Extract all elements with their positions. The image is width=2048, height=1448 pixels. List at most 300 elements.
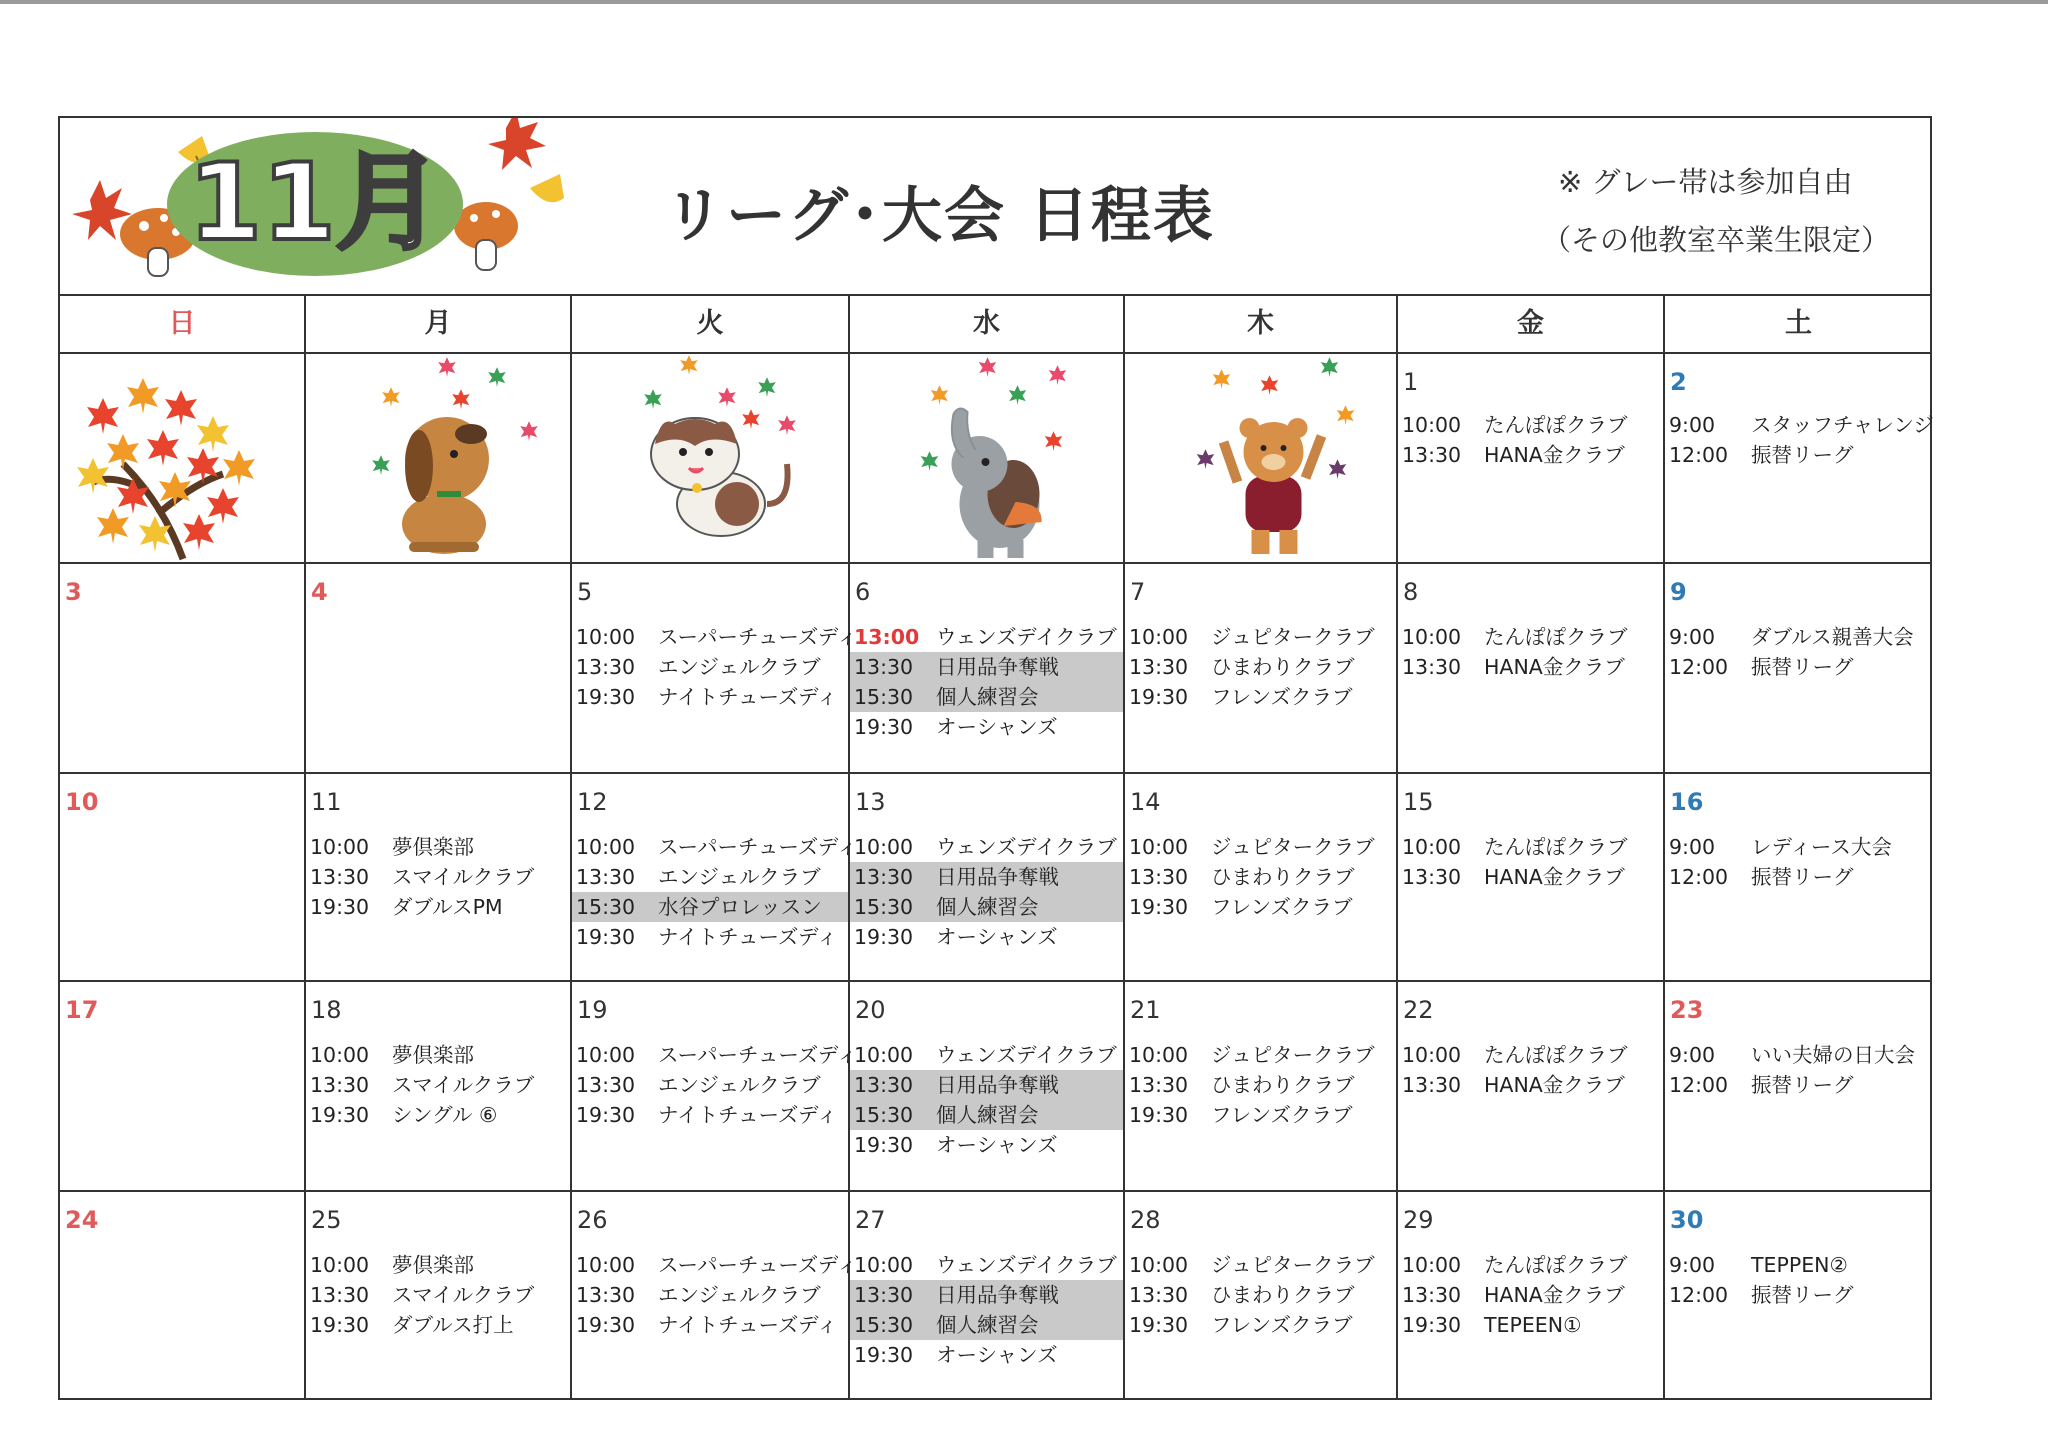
event-list [850, 1040, 1123, 1160]
event-name: ジュピタークラブ [1211, 625, 1375, 649]
day-cell-22 [1398, 982, 1665, 1192]
event-row [572, 1250, 858, 1280]
event-time: 10:00 [310, 1043, 370, 1067]
day-number: 27 [855, 1206, 886, 1234]
event-name: エンジェルクラブ [658, 865, 821, 889]
maple-branch-icon [60, 354, 306, 562]
event-row [1398, 1280, 1663, 1310]
day-cell-25 [306, 1192, 572, 1400]
event-row [1665, 622, 1932, 652]
event-name: ジュピタークラブ [1211, 1043, 1375, 1067]
event-row [1125, 862, 1396, 892]
day-number: 26 [577, 1206, 608, 1234]
event-row-open [850, 652, 1123, 682]
event-name: TEPPEN② [1751, 1253, 1848, 1277]
event-name: HANA金クラブ [1484, 1283, 1625, 1307]
event-time: 10:00 [576, 625, 636, 649]
day-number: 22 [1403, 996, 1434, 1024]
day-number: 11 [311, 788, 342, 816]
day-number: 30 [1670, 1206, 1704, 1234]
event-row [572, 1280, 848, 1310]
weekday-header-row [60, 296, 1930, 354]
event-time: 15:30 [854, 1313, 914, 1337]
event-list [1398, 832, 1663, 892]
event-time: 13:30 [1129, 865, 1189, 889]
month-badge [164, 130, 466, 278]
weekday-wed: 水 [850, 296, 1125, 352]
event-row [572, 1070, 848, 1100]
event-name: たんぽぽクラブ [1484, 625, 1628, 649]
illustration-cell-wed [850, 354, 1125, 564]
day-number: 16 [1670, 788, 1704, 816]
event-list [572, 1250, 858, 1340]
event-time: 13:30 [1129, 1073, 1189, 1097]
event-name: ダブルスPM [392, 895, 503, 919]
event-name: シングル ⑥ [392, 1103, 498, 1127]
event-name: 個人練習会 [936, 685, 1039, 709]
event-list [850, 622, 1123, 742]
day-number: 24 [65, 1206, 99, 1234]
event-name: オーシャンズ [936, 715, 1058, 739]
day-number: 17 [65, 996, 99, 1024]
event-name: ひまわりクラブ [1211, 1073, 1355, 1097]
day-cell-11 [306, 774, 572, 982]
day-number: 13 [855, 788, 886, 816]
event-row [1125, 652, 1396, 682]
event-time: 10:00 [854, 835, 914, 859]
event-row [1665, 832, 1932, 862]
day-number: 18 [311, 996, 342, 1024]
event-name: ウェンズデイクラブ [936, 1253, 1117, 1277]
day-number: 5 [577, 578, 593, 606]
event-row [1125, 1310, 1396, 1340]
event-row [1398, 410, 1663, 440]
event-row [1398, 440, 1663, 470]
event-time: 19:30 [1129, 685, 1189, 709]
event-row-open [850, 1280, 1123, 1310]
event-row [572, 862, 848, 892]
event-time: 9:00 [1669, 625, 1716, 649]
day-cell-29 [1398, 1192, 1665, 1400]
event-time: 10:00 [1402, 1253, 1462, 1277]
event-time: 10:00 [854, 1253, 914, 1277]
event-row [850, 712, 1123, 742]
event-time: 13:30 [1402, 1283, 1462, 1307]
event-name: スーパーチューズディ [658, 1253, 858, 1277]
event-time: 10:00 [576, 1043, 636, 1067]
day-cell-4 [306, 564, 572, 774]
event-list [572, 622, 858, 712]
event-name: フレンズクラブ [1211, 1103, 1353, 1127]
event-row [306, 1100, 570, 1130]
event-time: 10:00 [1129, 1043, 1189, 1067]
event-name: エンジェルクラブ [658, 1283, 821, 1307]
event-time: 13:30 [1402, 443, 1462, 467]
event-row [572, 622, 858, 652]
event-time: 13:30 [1129, 1283, 1189, 1307]
event-row [1125, 622, 1396, 652]
event-name: ナイトチューズディ [658, 1103, 838, 1127]
event-row [1125, 892, 1396, 922]
event-time: 19:30 [576, 1103, 636, 1127]
event-list [1398, 1250, 1663, 1340]
event-row [1125, 1070, 1396, 1100]
event-row [1398, 652, 1663, 682]
event-time: 19:30 [310, 1103, 370, 1127]
day-cell-14 [1125, 774, 1398, 982]
event-row [1125, 682, 1396, 712]
event-name: いい夫婦の日大会 [1751, 1043, 1915, 1067]
event-row [850, 922, 1123, 952]
event-time: 19:30 [1129, 895, 1189, 919]
note-line-1: ※ グレー帯は参加自由 [1558, 165, 1853, 199]
event-row [850, 1340, 1123, 1370]
event-list [1398, 410, 1663, 470]
event-name: ウェンズデイクラブ [936, 625, 1117, 649]
day-number: 4 [311, 578, 328, 606]
event-name: ナイトチューズディ [658, 925, 838, 949]
event-row [1125, 1040, 1396, 1070]
day-number: 20 [855, 996, 886, 1024]
event-list [1665, 1250, 1932, 1310]
event-list [850, 1250, 1123, 1370]
event-row [850, 832, 1123, 862]
day-number: 6 [855, 578, 871, 606]
event-row [1665, 862, 1932, 892]
event-row [1665, 410, 1932, 440]
event-list [1665, 410, 1932, 470]
event-list [572, 832, 858, 952]
event-row-open [572, 892, 848, 922]
event-time: 19:30 [1402, 1313, 1462, 1337]
day-cell-17 [60, 982, 306, 1192]
event-row [1665, 652, 1932, 682]
event-name: 日用品争奪戦 [936, 1073, 1059, 1097]
event-time: 13:30 [854, 1283, 914, 1307]
event-name: スーパーチューズディ [658, 625, 858, 649]
day-number: 7 [1130, 578, 1146, 606]
illustration-cell-thu [1125, 354, 1398, 564]
note-line-2: （その他教室卒業生限定） [1542, 223, 1891, 257]
day-number: 1 [1403, 368, 1419, 396]
day-cell-8 [1398, 564, 1665, 774]
event-row [1398, 862, 1663, 892]
event-time: 15:30 [854, 685, 914, 709]
event-row [572, 652, 848, 682]
event-time: 15:30 [576, 895, 636, 919]
event-name: 夢倶楽部 [392, 1253, 474, 1277]
event-row [1125, 832, 1396, 862]
day-number: 15 [1403, 788, 1434, 816]
event-time: 13:30 [576, 655, 636, 679]
page-title: リーグ･大会 日程表 [664, 181, 1215, 251]
event-row [306, 1310, 570, 1340]
header [60, 118, 1930, 296]
event-list [1125, 1040, 1396, 1130]
event-time: 10:00 [1129, 1253, 1189, 1277]
weekday-tue: 火 [572, 296, 850, 352]
day-number: 10 [65, 788, 99, 816]
event-list [306, 832, 570, 922]
day-number: 3 [65, 578, 82, 606]
event-row [850, 1130, 1123, 1160]
event-row [1665, 1070, 1932, 1100]
event-time: 10:00 [1129, 625, 1189, 649]
day-cell-2 [1665, 354, 1932, 564]
event-name: スマイルクラブ [392, 1073, 535, 1097]
event-name: 個人練習会 [936, 895, 1039, 919]
event-list [306, 1250, 570, 1340]
event-time: 19:30 [854, 1343, 914, 1367]
schedule-sheet [58, 116, 1932, 1400]
event-time: 19:30 [854, 925, 914, 949]
event-row [850, 1250, 1123, 1280]
event-name: ダブルス親善大会 [1751, 625, 1914, 649]
event-list [850, 832, 1123, 952]
event-row [1398, 622, 1663, 652]
event-time: 13:30 [854, 865, 914, 889]
day-number: 28 [1130, 1206, 1161, 1234]
event-time: 13:30 [854, 655, 914, 679]
event-name: 夢倶楽部 [392, 1043, 474, 1067]
event-name: 振替リーグ [1751, 655, 1854, 679]
event-time: 10:00 [1129, 835, 1189, 859]
event-row [1398, 832, 1663, 862]
event-row-open [850, 1310, 1123, 1340]
event-name: TEPEEN① [1484, 1313, 1582, 1337]
event-time: 12:00 [1669, 655, 1729, 679]
event-time: 15:30 [854, 1103, 914, 1127]
event-row [1665, 440, 1932, 470]
event-time: 19:30 [1129, 1313, 1189, 1337]
event-time: 19:30 [576, 685, 636, 709]
day-cell-21 [1125, 982, 1398, 1192]
event-time: 10:00 [310, 1253, 370, 1277]
day-number: 12 [577, 788, 608, 816]
event-time: 13:00 [854, 625, 920, 649]
event-time: 19:30 [854, 715, 914, 739]
weekday-fri: 金 [1398, 296, 1665, 352]
event-name: エンジェルクラブ [658, 1073, 821, 1097]
event-row [850, 622, 1123, 652]
event-time: 19:30 [576, 925, 636, 949]
event-time: 10:00 [310, 835, 370, 859]
day-cell-10 [60, 774, 306, 982]
event-name: HANA金クラブ [1484, 1073, 1625, 1097]
event-name: 日用品争奪戦 [936, 1283, 1059, 1307]
event-row [1665, 1250, 1932, 1280]
event-time: 13:30 [576, 1073, 636, 1097]
event-list [1665, 1040, 1932, 1100]
event-name: たんぽぽクラブ [1484, 1253, 1628, 1277]
weekday-thu: 木 [1125, 296, 1398, 352]
event-row [1665, 1040, 1932, 1070]
event-name: 振替リーグ [1751, 865, 1854, 889]
day-cell-16 [1665, 774, 1932, 982]
event-time: 19:30 [310, 895, 370, 919]
event-time: 10:00 [854, 1043, 914, 1067]
event-time: 10:00 [1402, 625, 1462, 649]
event-time: 13:30 [1129, 655, 1189, 679]
event-row [306, 1040, 570, 1070]
day-cell-1 [1398, 354, 1665, 564]
event-row [572, 832, 858, 862]
event-name: スマイルクラブ [392, 865, 535, 889]
day-cell-15 [1398, 774, 1665, 982]
event-row [572, 1100, 848, 1130]
illustration-cell-mon [306, 354, 572, 564]
event-name: オーシャンズ [936, 1133, 1058, 1157]
event-time: 13:30 [576, 1283, 636, 1307]
event-row [572, 682, 848, 712]
event-row [850, 1040, 1123, 1070]
event-list [306, 1040, 570, 1130]
event-time: 9:00 [1669, 1253, 1716, 1277]
event-row [306, 1070, 570, 1100]
event-time: 10:00 [576, 835, 636, 859]
event-name: フレンズクラブ [1211, 685, 1353, 709]
event-time: 10:00 [576, 1253, 636, 1277]
event-time: 13:30 [310, 1073, 370, 1097]
day-cell-3 [60, 564, 306, 774]
event-row [572, 922, 848, 952]
event-time: 15:30 [854, 895, 914, 919]
event-row-open [850, 862, 1123, 892]
event-name: ひまわりクラブ [1211, 865, 1355, 889]
event-list [1125, 1250, 1396, 1340]
event-name: スーパーチューズディ [658, 835, 858, 859]
event-list [1665, 832, 1932, 892]
event-name: スマイルクラブ [392, 1283, 535, 1307]
event-row [306, 1280, 570, 1310]
day-number: 2 [1670, 368, 1687, 396]
event-row-open [850, 892, 1123, 922]
day-number: 21 [1130, 996, 1161, 1024]
elephant-with-leaves-icon [850, 354, 1125, 562]
day-cell-20 [850, 982, 1125, 1192]
event-name: フレンズクラブ [1211, 1313, 1353, 1337]
day-cell-13 [850, 774, 1125, 982]
illustration-cell-sun [60, 354, 306, 564]
event-name: スタッフチャレンジ [1751, 413, 1934, 437]
event-name: ウェンズデイクラブ [936, 835, 1117, 859]
event-row [1398, 1070, 1663, 1100]
event-list [1665, 622, 1932, 682]
event-row [572, 1040, 858, 1070]
event-time: 12:00 [1669, 1283, 1729, 1307]
cat-with-leaves-icon [572, 354, 850, 562]
event-row [1125, 1280, 1396, 1310]
event-name: 日用品争奪戦 [936, 865, 1059, 889]
event-name: たんぽぽクラブ [1484, 1043, 1628, 1067]
event-list [1125, 832, 1396, 922]
month-label: 11月 [188, 141, 442, 264]
day-cell-18 [306, 982, 572, 1192]
event-name: 個人練習会 [936, 1313, 1039, 1337]
event-name: スーパーチューズディ [658, 1043, 858, 1067]
day-cell-5 [572, 564, 858, 774]
weekday-mon: 月 [306, 296, 572, 352]
event-name: 振替リーグ [1751, 1073, 1854, 1097]
event-name: ひまわりクラブ [1211, 655, 1355, 679]
event-name: ジュピタークラブ [1211, 1253, 1375, 1277]
event-name: オーシャンズ [936, 925, 1058, 949]
event-list [1398, 622, 1663, 682]
event-row-open [850, 1070, 1123, 1100]
event-name: エンジェルクラブ [658, 655, 821, 679]
event-time: 13:30 [1402, 655, 1462, 679]
event-row [306, 832, 570, 862]
event-time: 13:30 [310, 1283, 370, 1307]
day-cell-9 [1665, 564, 1932, 774]
event-time: 10:00 [1402, 413, 1462, 437]
event-name: HANA金クラブ [1484, 865, 1625, 889]
event-row [1398, 1310, 1663, 1340]
event-list [572, 1040, 858, 1130]
event-row [1398, 1040, 1663, 1070]
event-time: 12:00 [1669, 443, 1729, 467]
day-cell-7 [1125, 564, 1398, 774]
event-time: 19:30 [854, 1133, 914, 1157]
event-row-open [850, 682, 1123, 712]
event-list [1125, 622, 1396, 712]
event-time: 13:30 [854, 1073, 914, 1097]
event-row [1665, 1280, 1932, 1310]
event-time: 10:00 [1402, 1043, 1462, 1067]
day-number: 9 [1670, 578, 1687, 606]
event-name: 振替リーグ [1751, 1283, 1854, 1307]
event-name: ダブルス打上 [392, 1313, 514, 1337]
day-number: 14 [1130, 788, 1161, 816]
day-number: 23 [1670, 996, 1704, 1024]
event-name: HANA金クラブ [1484, 655, 1625, 679]
day-cell-24 [60, 1192, 306, 1400]
event-row [306, 892, 570, 922]
day-number: 19 [577, 996, 608, 1024]
event-time: 10:00 [1402, 835, 1462, 859]
weekday-sun: 日 [60, 296, 306, 352]
illustration-cell-tue [572, 354, 850, 564]
event-name: ジュピタークラブ [1211, 835, 1375, 859]
event-name: 個人練習会 [936, 1103, 1039, 1127]
event-name: オーシャンズ [936, 1343, 1058, 1367]
event-time: 9:00 [1669, 1043, 1716, 1067]
event-name: 水谷プロレッスン [658, 895, 822, 919]
event-row [1398, 1250, 1663, 1280]
day-cell-27 [850, 1192, 1125, 1400]
weekday-sat: 土 [1785, 308, 1812, 339]
event-time: 9:00 [1669, 835, 1716, 859]
bear-with-leaves-icon [1125, 354, 1398, 562]
event-name: 振替リーグ [1751, 443, 1854, 467]
day-cell-30 [1665, 1192, 1932, 1400]
event-time: 13:30 [310, 865, 370, 889]
event-time: 13:30 [576, 865, 636, 889]
scan-edge [0, 0, 2048, 4]
dog-with-leaves-icon [306, 354, 572, 562]
day-cell-6 [850, 564, 1125, 774]
day-cell-19 [572, 982, 858, 1192]
day-cell-12 [572, 774, 858, 982]
day-number: 8 [1403, 578, 1419, 606]
event-name: たんぽぽクラブ [1484, 413, 1628, 437]
event-time: 13:30 [1402, 1073, 1462, 1097]
event-time: 13:30 [1402, 865, 1462, 889]
event-name: ウェンズデイクラブ [936, 1043, 1117, 1067]
event-time: 19:30 [576, 1313, 636, 1337]
event-name: たんぽぽクラブ [1484, 835, 1628, 859]
day-cell-26 [572, 1192, 858, 1400]
